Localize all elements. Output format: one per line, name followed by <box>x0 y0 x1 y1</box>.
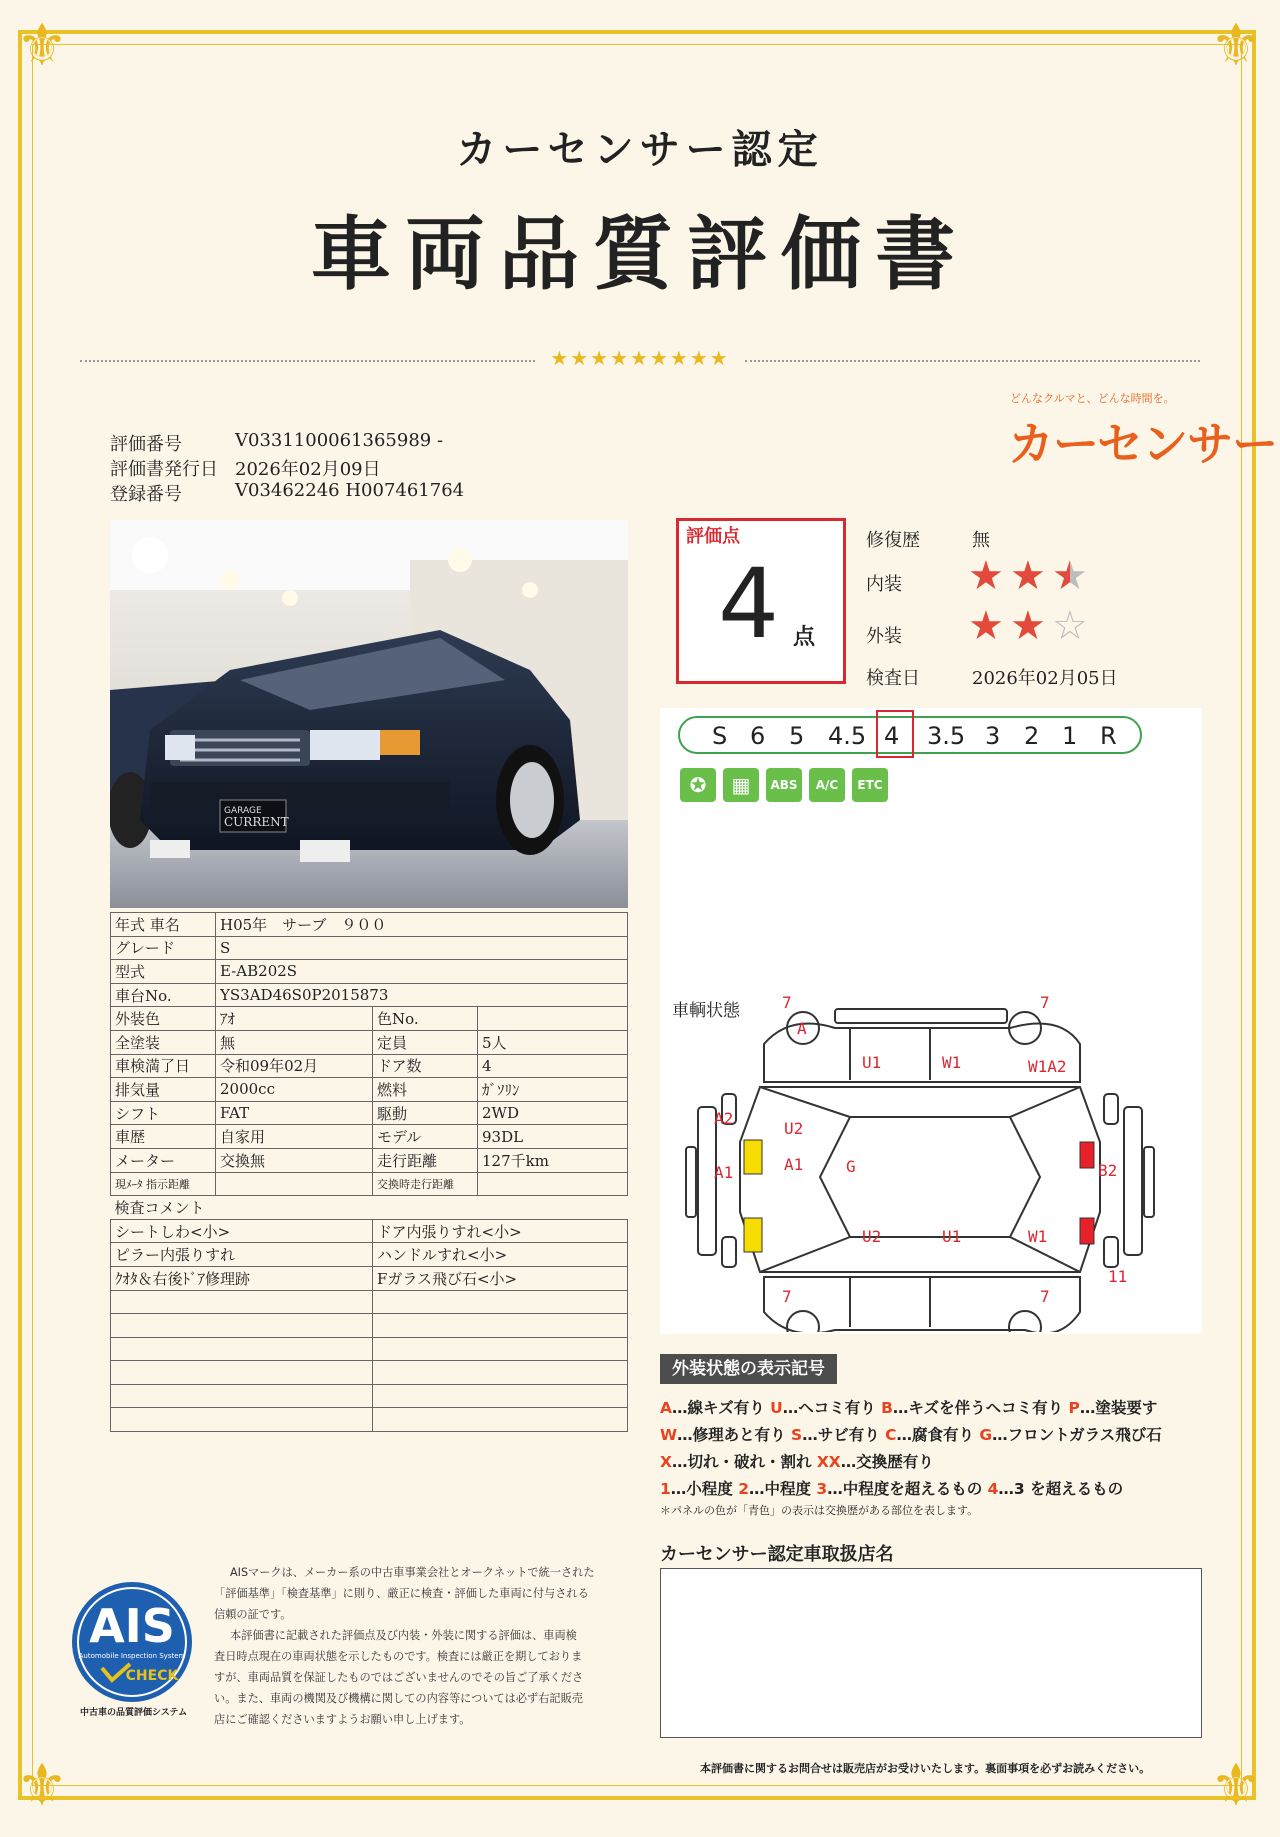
comment-cell <box>111 1408 373 1432</box>
table-row <box>111 1408 628 1432</box>
certification-title: カーセンサー認定 <box>456 126 824 173</box>
table-row <box>111 1384 628 1408</box>
table-row <box>111 913 628 937</box>
info-label: 評価書発行日 <box>110 459 218 480</box>
ais-text-line: 信頼の証です。 <box>214 1608 292 1621</box>
score-value: 4 <box>718 548 780 660</box>
spec-value: 無 <box>216 1030 373 1054</box>
spec-value: 5人 <box>478 1030 628 1054</box>
legend-desc: …サビ有り <box>802 1426 886 1444</box>
corner-ornament-icon: ⚜ <box>1210 1751 1262 1819</box>
comment-cell <box>373 1361 628 1385</box>
table-row <box>111 1125 628 1149</box>
document-title: 車両品質評価書 <box>311 207 969 301</box>
damage-mark: U2 <box>862 1227 882 1246</box>
grade-2: 2 <box>1024 722 1040 750</box>
damage-mark: U2 <box>784 1119 804 1138</box>
equip-abs-icon: ABS <box>766 768 802 802</box>
legend-desc: …塗装要す <box>1079 1399 1158 1417</box>
spec-label: 外装色 <box>111 1007 216 1031</box>
ais-text-line: すが、車両品質を保証したものではございませんのでその旨ご了承くださ <box>214 1671 584 1684</box>
damage-mark: U1 <box>942 1227 962 1246</box>
grade-1: 1 <box>1062 722 1078 750</box>
table-row <box>111 1172 628 1196</box>
score-label: 評価点 <box>686 526 740 547</box>
table-row <box>111 1337 628 1361</box>
equip-ac-icon: A/C <box>809 768 845 802</box>
spec-value: 自家用 <box>216 1125 373 1149</box>
info-label: 評価番号 <box>110 434 182 455</box>
comment-cell <box>373 1384 628 1408</box>
power-seat-icon: ▦ <box>723 768 759 802</box>
damage-mark: U1 <box>862 1053 882 1072</box>
damage-mark: W1 <box>942 1053 962 1072</box>
spec-value <box>478 1172 628 1196</box>
spec-value: FAT <box>216 1101 373 1125</box>
legend-note: ＊パネルの色が「青色」の表示は交換歴がある部位を表します。 <box>660 1504 979 1517</box>
table-row <box>111 1101 628 1125</box>
legend-line <box>660 1477 1123 1499</box>
legend-desc: …キズを伴うヘコミ有り <box>892 1399 1069 1417</box>
grade-4: 4 <box>884 722 900 750</box>
table-row <box>111 1054 628 1078</box>
damage-mark: 7 <box>782 1287 792 1306</box>
spec-table <box>110 912 628 1432</box>
spec-value: E-AB202S <box>216 960 628 984</box>
spec-value: 2000cc <box>216 1078 373 1102</box>
legend-desc: …修理あと有り <box>677 1426 792 1444</box>
interior-stars <box>968 553 1108 599</box>
ais-text-line: 店にご確認くださいますようお願い申し上げます。 <box>214 1713 471 1726</box>
comment-cell: ハンドルすれ<小> <box>373 1243 628 1267</box>
spec-label: 色No. <box>373 1007 478 1031</box>
grade-4.5: 4.5 <box>828 722 867 750</box>
ais-text-line: 「評価基準」「検査基準」に則り、厳正に検査・評価した車両に付与される <box>214 1587 589 1600</box>
legend-key: P <box>1068 1399 1080 1417</box>
legend-key: 2 <box>738 1480 749 1498</box>
corner-ornament-icon: ⚜ <box>1210 11 1262 79</box>
zone-marker <box>1080 1218 1094 1244</box>
grade-selected-box <box>876 710 914 758</box>
table-row <box>111 1361 628 1385</box>
inspect-date-label: 検査日 <box>866 668 920 689</box>
ais-text-line: 本評価書に記載された評価点及び内装・外装に関する評価は、車両検 <box>230 1629 577 1642</box>
divider-stars-icon: ★★★★★★★★★ <box>550 346 730 370</box>
comment-cell <box>373 1337 628 1361</box>
legend-key: 1 <box>660 1480 671 1498</box>
legend-key: A <box>660 1399 672 1417</box>
brand-logo: カーセンサー <box>1008 417 1278 471</box>
ais-text-line: 査日時点現在の車両状態を示したものです。検査には厳正を期しておりま <box>214 1650 583 1663</box>
legend-desc: …小程度 <box>670 1480 739 1498</box>
damage-mark: B2 <box>1098 1161 1118 1180</box>
spec-label: 年式 車名 <box>111 913 216 937</box>
legend-desc: …切れ・破れ・割れ <box>671 1453 817 1471</box>
airbag-icon: ✪ <box>680 768 716 802</box>
divider-right <box>745 360 1200 362</box>
rating-star-icon: ★ <box>1010 553 1046 599</box>
comment-cell <box>111 1361 373 1385</box>
info-value: V0331100061365989 - <box>235 430 444 451</box>
plate-text: GARAGE <box>224 806 262 816</box>
table-row <box>111 1219 628 1243</box>
comment-cell <box>111 1384 373 1408</box>
grade-R: R <box>1100 722 1117 750</box>
legend-key: W <box>660 1426 678 1444</box>
damage-mark: A2 <box>714 1109 734 1128</box>
info-value: 2026年02月09日 <box>235 459 381 480</box>
legend-line <box>660 1396 1157 1418</box>
ais-caption: 中古車の品質評価システム <box>80 1708 188 1718</box>
rating-star-icon: ★ <box>968 553 1004 599</box>
spec-value: 2WD <box>478 1101 628 1125</box>
comment-cell <box>111 1290 373 1314</box>
damage-mark: 7 <box>1040 1287 1050 1306</box>
legend-desc: …線キズ有り <box>672 1399 771 1417</box>
spec-label: 車歴 <box>111 1125 216 1149</box>
info-label: 登録番号 <box>110 484 182 505</box>
dealer-box <box>660 1568 1202 1738</box>
zone-marker <box>1080 1142 1094 1168</box>
spec-value: 交換無 <box>216 1148 373 1172</box>
comment-cell: Fガラス飛び石<小> <box>373 1266 628 1290</box>
legend-key: S <box>791 1426 803 1444</box>
spec-value: 4 <box>478 1054 628 1078</box>
comment-cell <box>111 1314 373 1338</box>
vehicle-photo <box>110 520 628 908</box>
spec-value: H05年 サーブ ９００ <box>216 913 628 937</box>
table-row <box>111 1030 628 1054</box>
table-row <box>111 1078 628 1102</box>
spec-value: S <box>216 936 628 960</box>
comment-cell <box>111 1337 373 1361</box>
spec-label: 型式 <box>111 960 216 984</box>
spec-label: モデル <box>373 1125 478 1149</box>
legend-title: 外装状態の表示記号 <box>660 1354 837 1384</box>
legend-desc: …フロントガラス飛び石 <box>992 1426 1162 1444</box>
diagram-label: 車輌状態 <box>672 1001 740 1021</box>
exterior-label: 外装 <box>866 626 902 647</box>
grade-6: 6 <box>750 722 766 750</box>
spec-value: 93DL <box>478 1125 628 1149</box>
comment-cell <box>373 1314 628 1338</box>
legend-key: XX <box>816 1453 841 1471</box>
legend-key: X <box>660 1453 672 1471</box>
comment-label: 検査コメント <box>111 1196 628 1220</box>
rating-star-icon: ★ <box>1052 553 1088 599</box>
ais-logo <box>68 1580 196 1704</box>
corner-ornament-icon: ⚜ <box>16 11 68 79</box>
footer-note: 本評価書に関するお問合せは販売店がお受けいたします。裏面事項を必ずお読みください。 <box>700 1762 1151 1775</box>
damage-mark: A1 <box>714 1163 734 1182</box>
table-row <box>111 1290 628 1314</box>
legend-desc: …3 を超えるもの <box>998 1480 1124 1498</box>
info-value: V03462246 H007461764 <box>235 480 465 501</box>
legend-desc: …ヘコミ有り <box>782 1399 882 1417</box>
legend-key: C <box>885 1426 897 1444</box>
legend-desc: …交換歴有り <box>840 1453 934 1471</box>
damage-mark: 7 <box>782 993 792 1012</box>
spec-label: シフト <box>111 1101 216 1125</box>
comment-cell: ピラー内張りすれ <box>111 1243 373 1267</box>
spec-label: 車検満了日 <box>111 1054 216 1078</box>
exterior-stars <box>968 603 1108 649</box>
table-row <box>111 983 628 1007</box>
spec-value: ｱｵ <box>216 1007 373 1031</box>
brand-tagline: どんなクルマと、どんな時間を。 <box>1010 392 1175 405</box>
legend-key: 4 <box>987 1480 999 1498</box>
damage-mark: A <box>797 1019 807 1038</box>
grade-S: S <box>712 722 728 750</box>
spec-label: 現ﾒｰﾀ 指示距離 <box>111 1172 216 1196</box>
vehicle-diagram <box>680 992 1160 1332</box>
damage-mark: 11 <box>1108 1267 1128 1286</box>
table-row <box>111 1148 628 1172</box>
comment-cell: ｸｵﾀ＆右後ﾄﾞｱ修理跡 <box>111 1266 373 1290</box>
inspect-date-value: 2026年02月05日 <box>972 668 1118 689</box>
spec-label: グレード <box>111 936 216 960</box>
table-row <box>111 1243 628 1267</box>
ais-text-line: い。また、車両の機関及び機構に関しての内容等については必ず右記販売 <box>214 1692 583 1705</box>
spec-label: 走行距離 <box>373 1148 478 1172</box>
legend-line <box>660 1423 1162 1445</box>
spec-label: 排気量 <box>111 1078 216 1102</box>
interior-label: 内装 <box>866 574 902 595</box>
grade-5: 5 <box>789 722 805 750</box>
spec-value: 令和09年02月 <box>216 1054 373 1078</box>
zone-marker <box>744 1140 762 1174</box>
ais-logo-text: AIS <box>89 1599 175 1653</box>
legend-desc: …中程度を超えるもの <box>827 1480 988 1498</box>
legend-line <box>660 1450 934 1472</box>
grade-3.5: 3.5 <box>927 722 966 750</box>
spec-value: ｶﾞｿﾘﾝ <box>478 1078 628 1102</box>
repair-value: 無 <box>972 530 990 551</box>
rating-star-icon: ★ <box>1010 603 1046 649</box>
corner-ornament-icon: ⚜ <box>16 1751 68 1819</box>
table-row <box>111 1007 628 1031</box>
spec-value <box>478 1007 628 1031</box>
damage-mark: A1 <box>784 1155 804 1174</box>
spec-value: YS3AD46S0P2015873 <box>216 983 628 1007</box>
ais-text-line: AISマークは、メーカー系の中古車事業会社とオークネットで統一された <box>230 1566 595 1579</box>
dealer-title: カーセンサー認定車取扱店名 <box>660 1544 894 1565</box>
spec-label: メーター <box>111 1148 216 1172</box>
spec-value <box>216 1172 373 1196</box>
legend-desc: …中程度 <box>749 1480 817 1498</box>
repair-label: 修復歴 <box>866 530 920 551</box>
spec-label: 駆動 <box>373 1101 478 1125</box>
comment-cell <box>373 1408 628 1432</box>
damage-mark: W1A2 <box>1028 1057 1067 1076</box>
legend-desc: …腐食有り <box>896 1426 980 1444</box>
spec-label: 全塗装 <box>111 1030 216 1054</box>
spec-label: 交換時走行距離 <box>373 1172 478 1196</box>
legend-key: G <box>979 1426 993 1444</box>
legend-key: 3 <box>816 1480 828 1498</box>
zone-marker <box>744 1218 762 1252</box>
legend-key: B <box>881 1399 893 1417</box>
table-row <box>111 1314 628 1338</box>
ais-logo-sub: Automobile Inspection System <box>78 1652 186 1660</box>
divider-left <box>80 360 535 362</box>
score-unit: 点 <box>793 625 816 650</box>
spec-label: 燃料 <box>373 1078 478 1102</box>
table-row <box>111 1266 628 1290</box>
equip-etc-icon: ETC <box>852 768 888 802</box>
table-row <box>111 936 628 960</box>
comment-rows <box>111 1219 628 1431</box>
comment-cell: ドア内張りすれ<小> <box>373 1219 628 1243</box>
damage-mark: W1 <box>1028 1227 1048 1246</box>
rating-star-icon: ★ <box>968 603 1004 649</box>
spec-label: 定員 <box>373 1030 478 1054</box>
spec-value: 127千km <box>478 1148 628 1172</box>
spec-label: ドア数 <box>373 1054 478 1078</box>
grade-3: 3 <box>985 722 1001 750</box>
comment-cell: シートしわ<小> <box>111 1219 373 1243</box>
damage-mark: G <box>846 1157 856 1176</box>
table-row <box>111 1196 628 1220</box>
ais-check-text: CHECK <box>125 1668 179 1684</box>
legend-key: U <box>770 1399 783 1417</box>
plate-text: CURRENT <box>224 815 289 829</box>
damage-mark: 7 <box>1040 993 1050 1012</box>
table-row <box>111 960 628 984</box>
comment-cell <box>373 1290 628 1314</box>
spec-label: 車台No. <box>111 983 216 1007</box>
rating-star-icon: ☆ <box>1052 603 1088 649</box>
